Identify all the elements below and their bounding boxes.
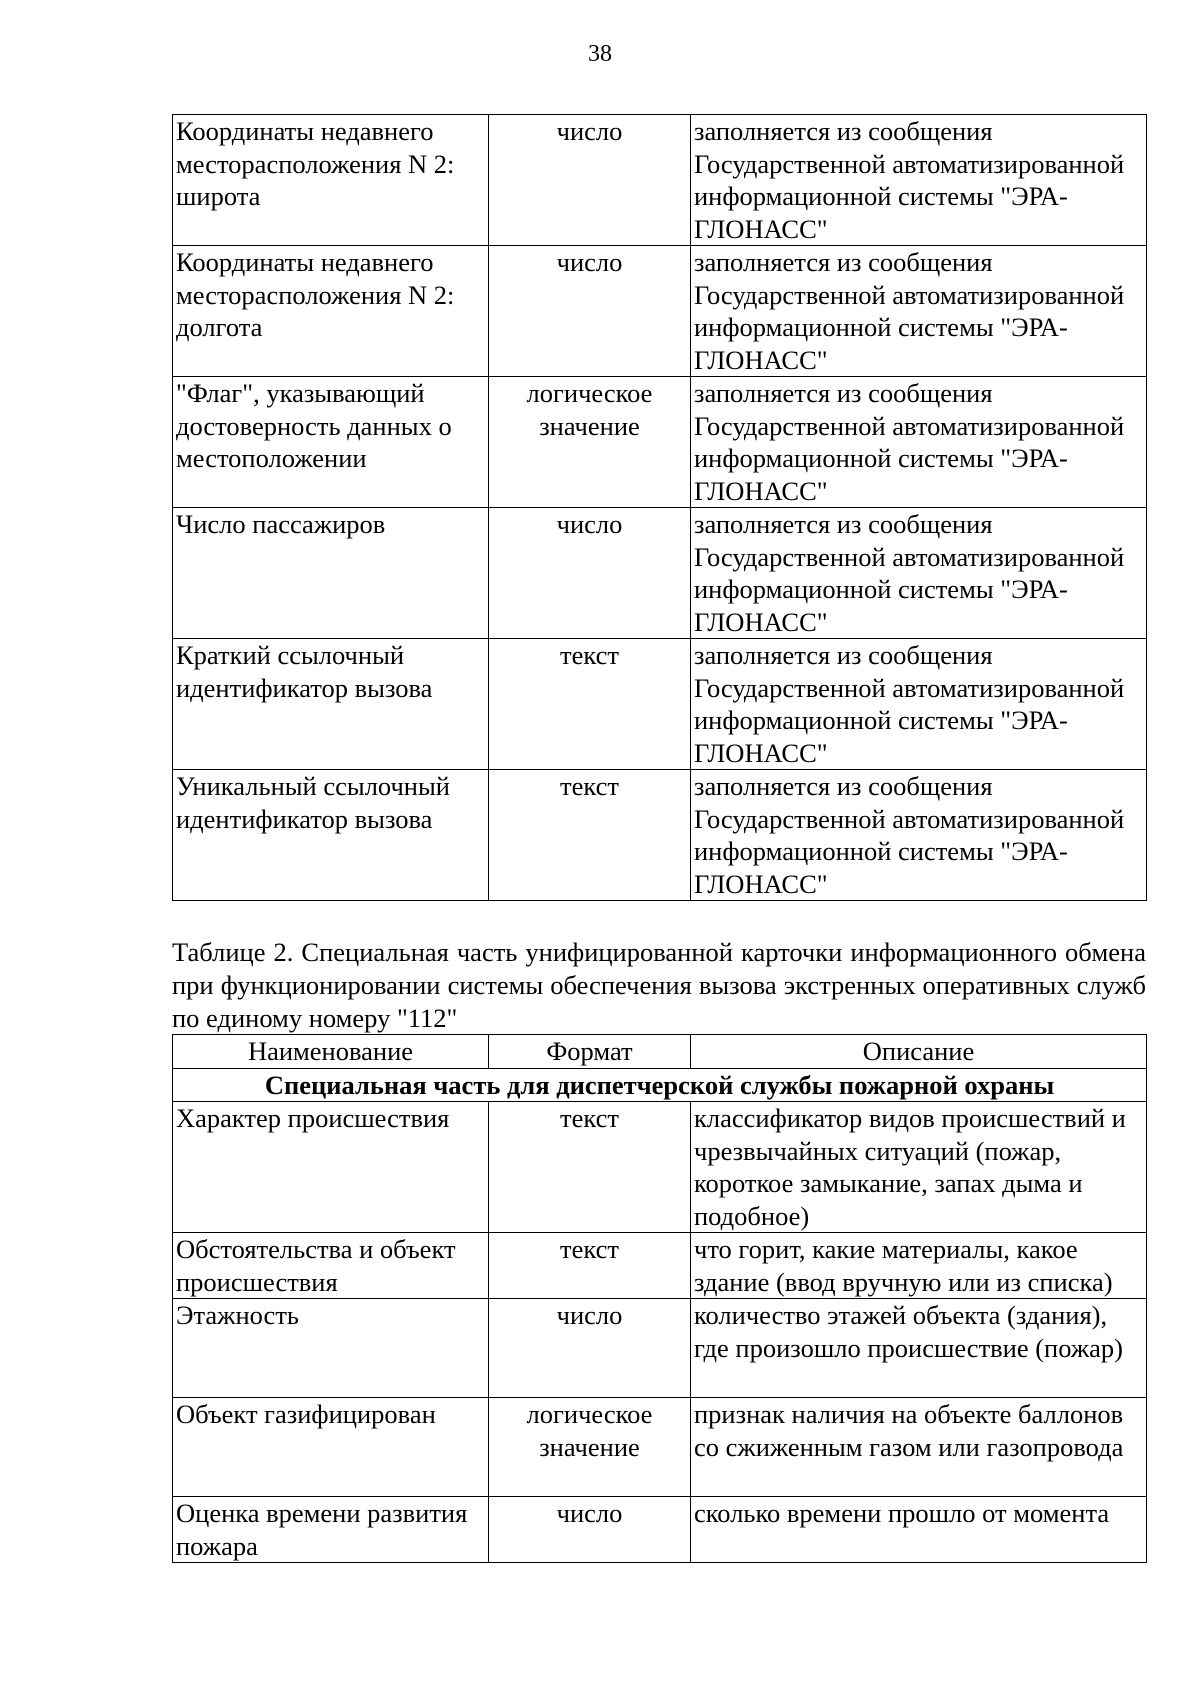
row-format: число [489, 1497, 691, 1563]
header-format: Формат [489, 1035, 691, 1069]
row-name: "Флаг", указывающий достоверность данных о местоположении [173, 377, 489, 508]
row-name: Характер происшествия [173, 1102, 489, 1233]
row-description: заполняется из сообщения Государственной автоматизированной информационной системы "ЭРА-ГЛОНАСС" [691, 246, 1147, 377]
row-format: текст [489, 770, 691, 901]
table-row [173, 508, 1147, 639]
row-name: Этажность [173, 1299, 489, 1398]
row-description: заполняется из сообщения Государственной автоматизированной информационной системы "ЭРА-ГЛОНАСС" [691, 377, 1147, 508]
table-row [173, 1233, 1147, 1299]
row-name: Число пассажиров [173, 508, 489, 639]
section-title: Специальная часть для диспетчерской службы пожарной охраны [173, 1068, 1147, 1102]
row-format: текст [489, 1102, 691, 1233]
row-format: текст [489, 639, 691, 770]
row-name: Краткий ссылочный идентификатор вызова [173, 639, 489, 770]
table-header-row [173, 1035, 1147, 1069]
table-row [173, 246, 1147, 377]
row-description: заполняется из сообщения Государственной автоматизированной информационной системы "ЭРА-ГЛОНАСС" [691, 115, 1147, 246]
row-description: заполняется из сообщения Государственной автоматизированной информационной системы "ЭРА-ГЛОНАСС" [691, 508, 1147, 639]
row-description: что горит, какие материалы, какое здание (ввод вручную или из списка) [691, 1233, 1147, 1299]
table-row [173, 639, 1147, 770]
header-description: Описание [691, 1035, 1147, 1069]
table-row [173, 115, 1147, 246]
row-format: логическое значение [489, 1398, 691, 1497]
table-row [173, 1299, 1147, 1398]
row-format: число [489, 1299, 691, 1398]
page-number: 38 [588, 41, 612, 67]
row-format: логическое значение [489, 377, 691, 508]
section-row [173, 1068, 1147, 1102]
row-name: Координаты недавнего месторасположения N 2: долгота [173, 246, 489, 377]
row-description: классификатор видов происшествий и чрезвычайных ситуаций (пожар, короткое замыкание, запах дыма и подобное) [691, 1102, 1147, 1233]
row-description: заполняется из сообщения Государственной автоматизированной информационной системы "ЭРА-ГЛОНАСС" [691, 770, 1147, 901]
row-description: количество этажей объекта (здания), где произошло происшествие (пожар) [691, 1299, 1147, 1398]
row-name: Уникальный ссылочный идентификатор вызова [173, 770, 489, 901]
table-row [173, 770, 1147, 901]
table-row [173, 377, 1147, 508]
row-format: текст [489, 1233, 691, 1299]
row-name: Объект газифицирован [173, 1398, 489, 1497]
table-1 [172, 114, 1147, 901]
table-row [173, 1102, 1147, 1233]
row-description: заполняется из сообщения Государственной автоматизированной информационной системы "ЭРА-ГЛОНАСС" [691, 639, 1147, 770]
row-format: число [489, 115, 691, 246]
header-name: Наименование [173, 1035, 489, 1069]
table-2 [172, 1034, 1147, 1563]
table-row [173, 1398, 1147, 1497]
table-2-caption: Таблице 2. Специальная часть унифицированной карточки информационного обмена при функционировании системы обеспечения вызова экстренных оперативных служб по единому номеру "112" [172, 937, 1146, 1033]
row-description: признак наличия на объекте баллонов со сжиженным газом или газопровода [691, 1398, 1147, 1497]
table-row [173, 1497, 1147, 1563]
row-format: число [489, 246, 691, 377]
row-description: сколько времени прошло от момента [691, 1497, 1147, 1563]
row-name: Обстоятельства и объект происшествия [173, 1233, 489, 1299]
row-name: Оценка времени развития пожара [173, 1497, 489, 1563]
row-format: число [489, 508, 691, 639]
row-name: Координаты недавнего месторасположения N 2: широта [173, 115, 489, 246]
